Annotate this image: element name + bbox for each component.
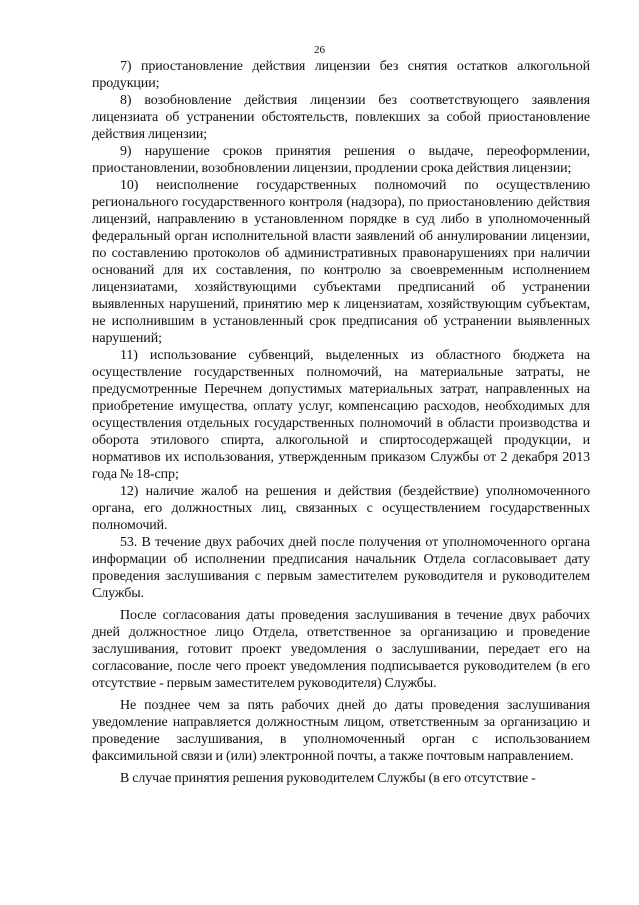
paragraph-item-12: 12) наличие жалоб на решения и действия (бездействие) уполномоченного органа, его должностных лиц, связанных с осуществлением государственных полномочий.: [92, 484, 590, 533]
paragraph-item-10: 10) неисполнение государственных полномочий по осуществлению регионального государственного контроля (надзора), по приостановлению действия лицензий, направлению в установленном порядке в суд либо в уполномоченный федеральный орган исполнительной власти заявлений об аннулировании лицензии, по составлению протоколов об административных правонарушениях при наличии оснований для их составления, по контролю за своевременным исполнением лицензиатами, хозяйствующими субъектами предписаний об устранении выявленных нарушений, принятию мер к лицензиатам, хозяйствующим субъектам, не исполнившим в установленный срок предписания об устранении выявленных нарушений;: [92, 178, 590, 346]
paragraph-notification: Не позднее чем за пять рабочих дней до даты проведения заслушивания уведомление направляется должностным лицом, ответственным за организацию и проведение заслушивания, в уполномоченный орган с использованием факсимильной связи и (или) электронной почты, а также почтовым направлением.: [92, 698, 590, 764]
paragraph-clause-53: 53. В течение двух рабочих дней после получения от уполномоченного органа информации об исполнении предписания начальник Отдела согласовывает дату проведения заслушивания с первым заместителем руководителя и руководителем Службы.: [92, 535, 590, 601]
page-number: 26: [314, 44, 325, 56]
paragraph-decision: В случае принятия решения руководителем Службы (в его отсутствие -: [120, 771, 536, 786]
paragraph-item-9: 9) нарушение сроков принятия решения о выдаче, переоформлении, приостановлении, возобновлении лицензии, продлении срока действия лицензии;: [92, 144, 590, 176]
paragraph-coordination: После согласования даты проведения заслушивания в течение двух рабочих дней должностное лицо Отдела, ответственное за организацию и проведение заслушивания, готовит проект уведомления о заслушивании, передает его на согласование, после чего проект уведомления подписывается руководителем (в его отсутствие - первым заместителем руководителя) Службы.: [92, 608, 590, 691]
paragraph-item-7: 7) приостановление действия лицензии без снятия остатков алкогольной продукции;: [92, 59, 590, 91]
paragraph-item-11: 11) использование субвенций, выделенных из областного бюджета на осуществление государственных полномочий, на материальные затраты, не предусмотренные Перечнем допустимых материальных затрат, направленных на приобретение имущества, оплату услуг, компенсацию расходов, необходимых для осуществления отдельных государственных полномочий в области производства и оборота этилового спирта, алкогольной и спиртосодержащей продукции, и нормативов их использования, утвержденным приказом Службы от 2 декабря 2013 года № 18-спр;: [92, 348, 590, 482]
document-body: [92, 58, 590, 787]
paragraph-item-8: 8) возобновление действия лицензии без соответствующего заявления лицензиата об устранении обстоятельств, повлекших за собой приостановление действия лицензии;: [92, 93, 590, 142]
